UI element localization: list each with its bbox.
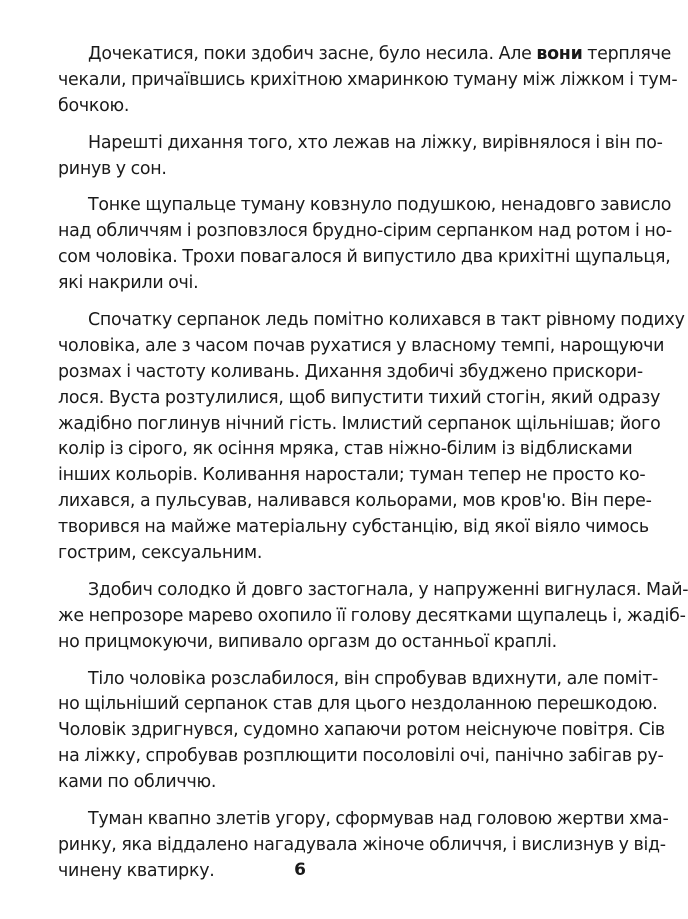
text-line: Чоловік здригнувся, судомно хапаючи ротом неіснуюче повітря. Сів	[58, 720, 665, 741]
text-line: же непрозоре марево охопило її голову десятками щупалець і, жадіб-	[58, 605, 686, 626]
paragraph	[58, 578, 688, 656]
text-line: чинену кватирку.	[58, 860, 215, 881]
text-line: Туман квапно злетів угору, сформував над головою жертви хма-	[88, 809, 669, 830]
text-line: гострим, сексуальним.	[58, 543, 263, 564]
paragraph	[58, 42, 678, 120]
text-line: чоловіка, але з часом почав рухатися у власному темпі, нарощуючи	[58, 335, 665, 356]
text-line: ринку, яка віддалено нагадувала жіноче обличчя, і вислизнув у від-	[58, 834, 666, 855]
text-line: лося. Вуста розтулилися, щоб випустити тихий стогін, який одразу	[58, 387, 661, 408]
text-line: які накрили очі.	[58, 273, 199, 294]
page-number: 6	[294, 860, 306, 880]
text-line: над обличчям і розповзлося брудно-сірим серпанком над ротом і но-	[58, 221, 672, 242]
page-text	[58, 42, 688, 896]
text-line: жадібно поглинув нічний гість. Імлистий серпанок щільнішав; його	[58, 413, 661, 434]
text-line: Дочекатися, поки здобич засне, було несила. Але вони терпляче	[88, 44, 672, 64]
text-line: творився на майже матеріальну субстанцію, від якої віяло чимось	[58, 517, 649, 538]
text-line: лихався, а пульсував, наливався кольорами, мов кров'ю. Він пере-	[58, 491, 652, 512]
text-line: Нарешті дихання того, хто лежав на ліжку, вирівнялося і він по-	[88, 132, 663, 153]
text-line: інших кольорів. Коливання наростали; туман тепер не просто ко-	[58, 465, 646, 486]
text-line: ками по обличчю.	[58, 772, 217, 793]
text-line: бочкою.	[58, 95, 130, 116]
text-line: колір із сірого, як осіння мряка, став ніжно-білим із відблисками	[58, 439, 633, 460]
text-line: на ліжку, спробував розплющити посоловілі очі, панічно забігав ру-	[58, 746, 664, 767]
emphasis-word: вони	[536, 44, 583, 64]
text-line: сом чоловіка. Трохи повагалося й випустило два крихітні щупальця,	[58, 247, 671, 268]
text-line: Здобич солодко й довго застогнала, у напруженні вигнулася. Май-	[88, 579, 688, 600]
text-line: розмах і частоту коливань. Дихання здобичі збуджено прискори-	[58, 361, 643, 382]
text-line: Тонке щупальце туману ковзнуло подушкою, ненадовго зависло	[88, 195, 672, 216]
text-line: ринув у сон.	[58, 158, 167, 179]
text-line: Спочатку серпанок ледь помітно колихався в такт рівному подиху	[88, 310, 685, 331]
text-line: Тіло чоловіка розслабилося, він спробував вдихнути, але поміт-	[88, 668, 658, 689]
paragraph	[58, 308, 685, 567]
paragraph	[58, 667, 665, 796]
text-line: но прицмокуючи, випивало оргазм до останньої краплі.	[58, 631, 557, 652]
paragraph	[58, 131, 663, 183]
paragraph	[58, 193, 672, 297]
text-line: чекали, причаївшись крихітною хмаринкою туману між ліжком і тум-	[58, 69, 678, 90]
text-line: но щільніший серпанок став для цього нездоланною перешкодою.	[58, 694, 658, 715]
